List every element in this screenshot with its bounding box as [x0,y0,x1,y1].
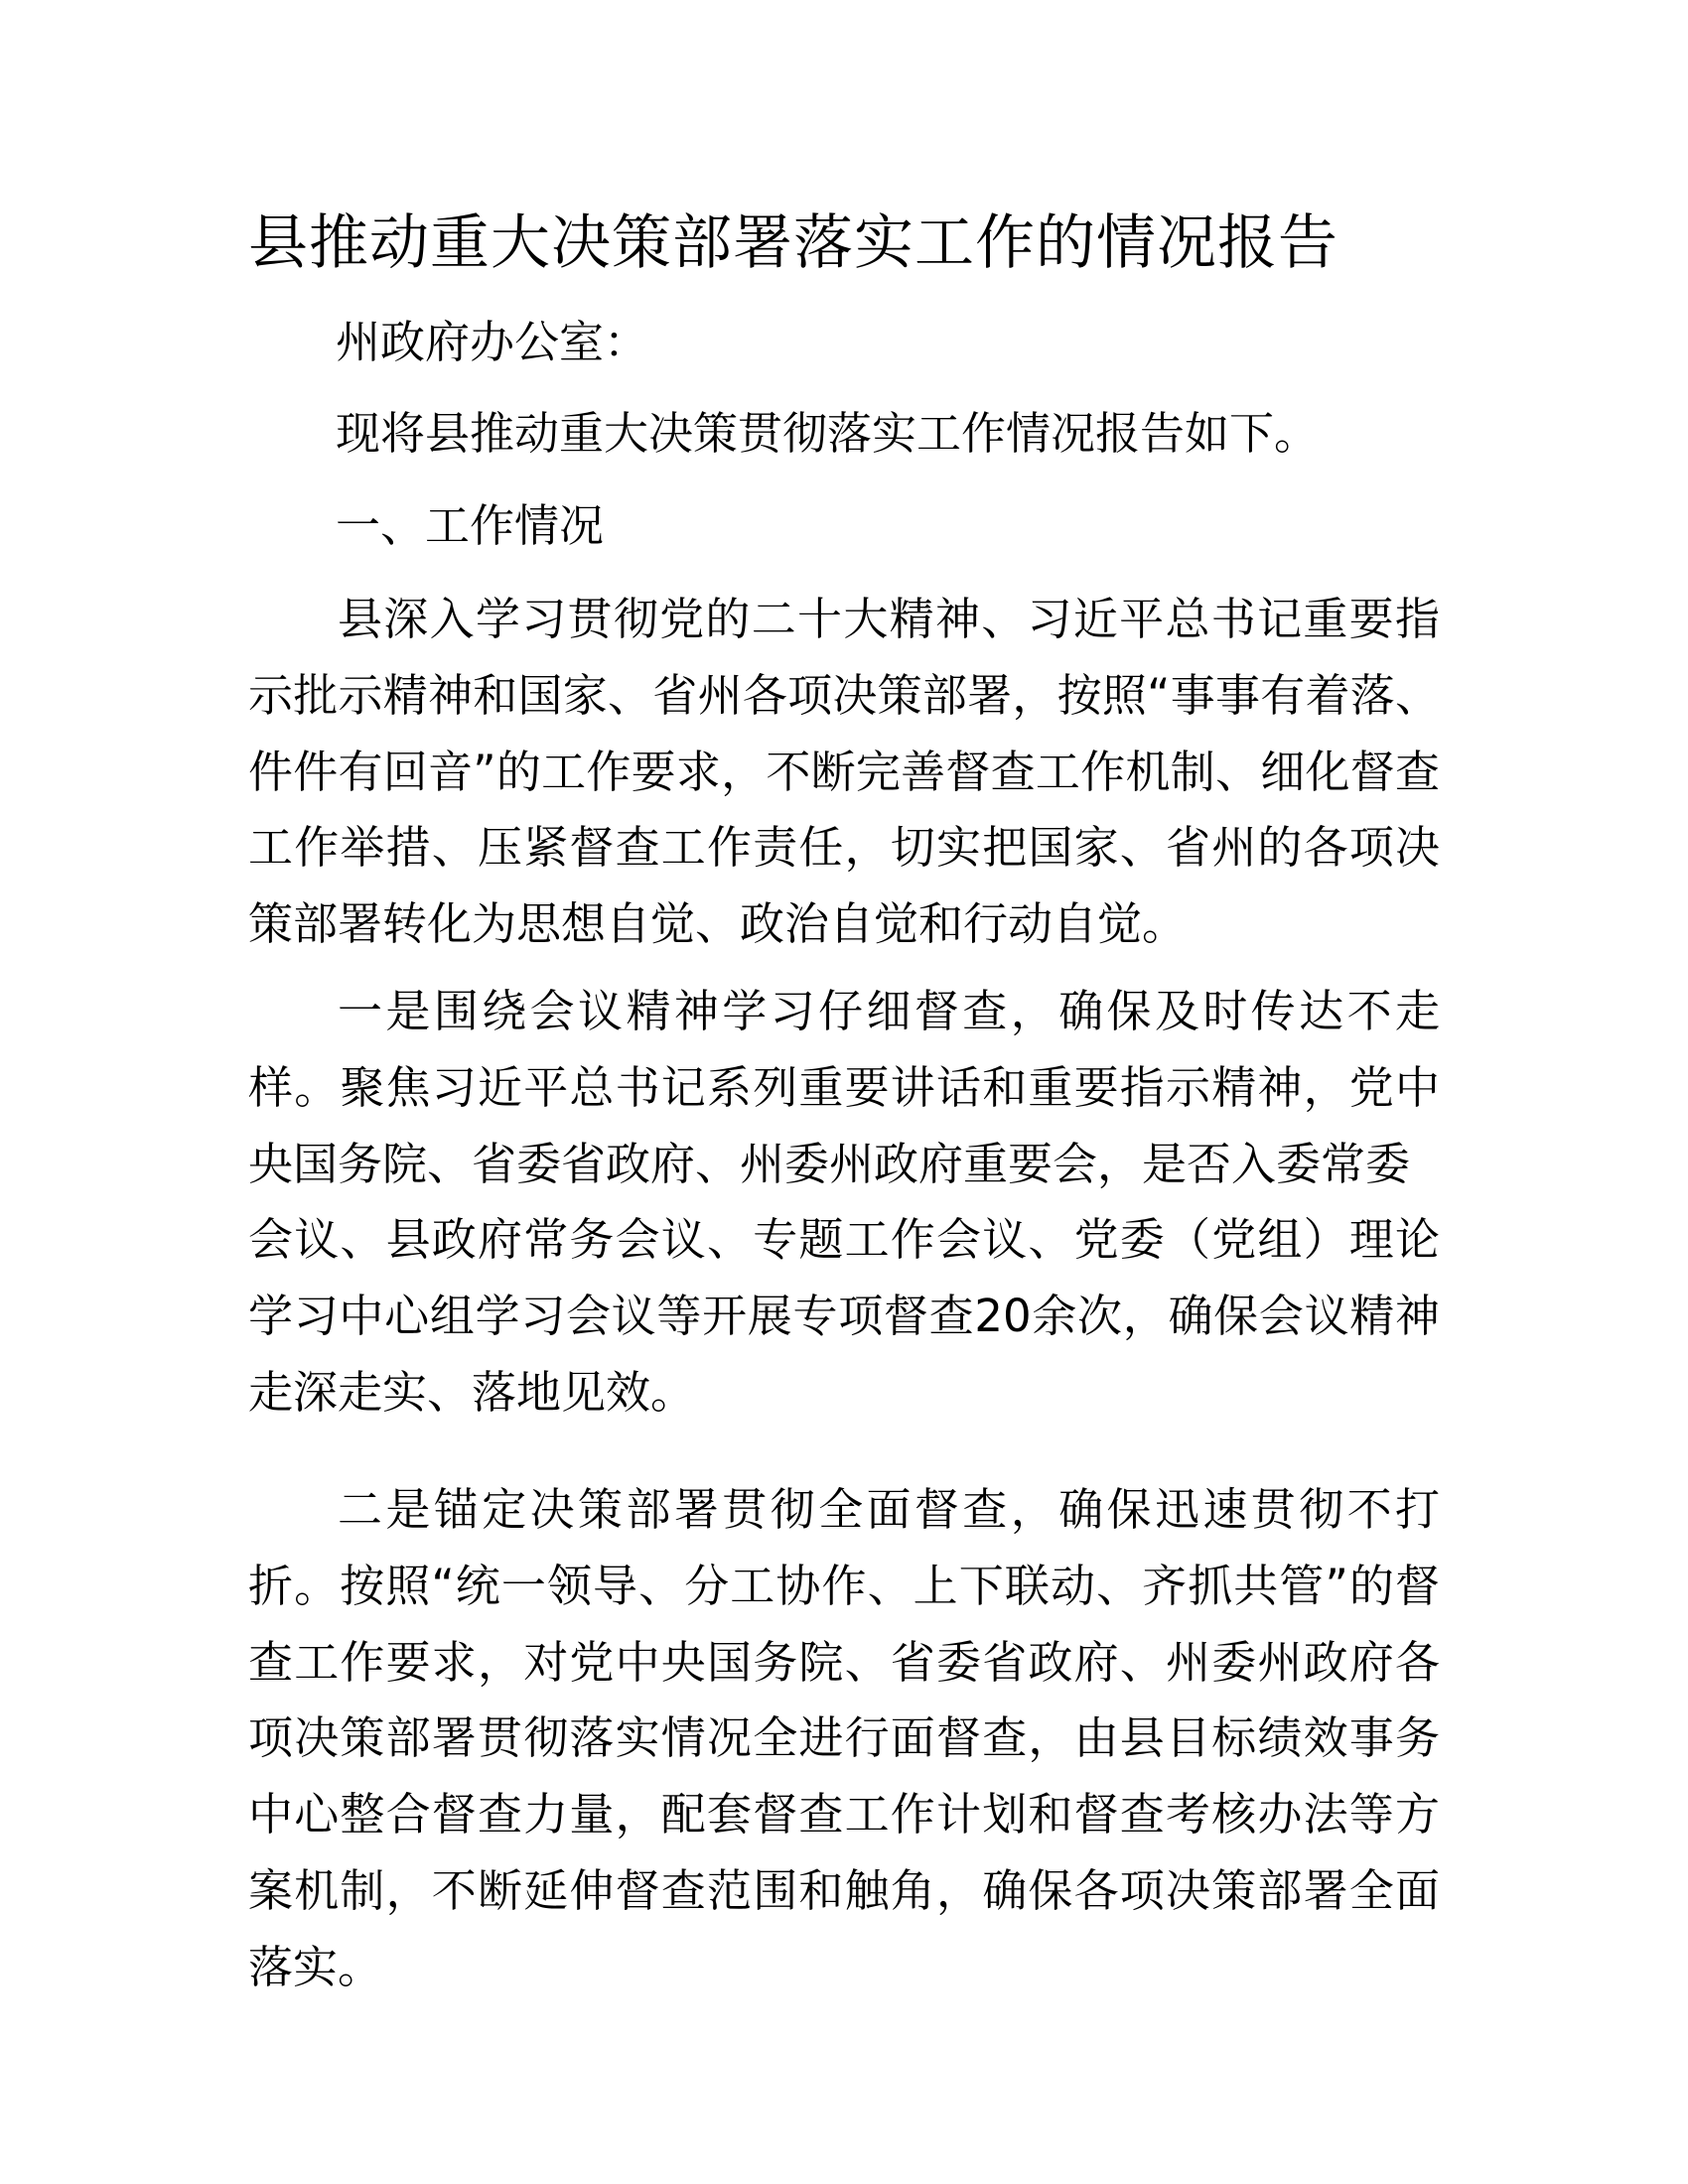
section-heading: 一、工作情况 [336,499,605,552]
paragraph-meeting-supervision-part1: 一是围绕会议精神学习仔细督查，确保及时传达不走样。聚焦习近平总书记系列重要讲话和重要指示精神，党中央国务院、省委省政府、州委州政府重要会，是否入委常委 [248,985,1440,1190]
intro-paragraph: 现将县推动重大决策贯彻落实工作情况报告如下。 [336,407,1320,460]
paragraph-work-overview: 县深入学习贯彻党的二十大精神、习近平总书记重要指示批示精神和国家、省州各项决策部署，按照“事事有着落、件件有回音”的工作要求，不断完善督查工作机制、细化督查工作举措、压紧督查工作责任，切实把国家、省州的各项决策部署转化为思想自觉、政治自觉和行动自觉。 [248,593,1440,951]
salutation: 州政府办公室： [336,316,649,368]
document-title: 县推动重大决策部署落实工作的情况报告 [248,208,1338,278]
paragraph-decision-supervision: 二是锚定决策部署贯彻全面督查，确保迅速贯彻不打折。按照“统一领导、分工协作、上下联动、齐抓共管”的督查工作要求，对党中央国务院、省委省政府、州委州政府各项决策部署贯彻落实情况全进行面督查，由县目标绩效事务中心整合督查力量，配套督查工作计划和督查考核办法等方案机制，不断延伸督查范围和触角，确保各项决策部署全面落实。 [248,1483,1440,1993]
paragraph-meeting-supervision [248,974,1440,1432]
paragraph-meeting-supervision-part2: 会议、县政府常务会议、专题工作会议、党委（党组）理论学习中心组学习会议等开展专项督查20余次，确保会议精神走深走实、落地见效。 [248,1213,1440,1419]
